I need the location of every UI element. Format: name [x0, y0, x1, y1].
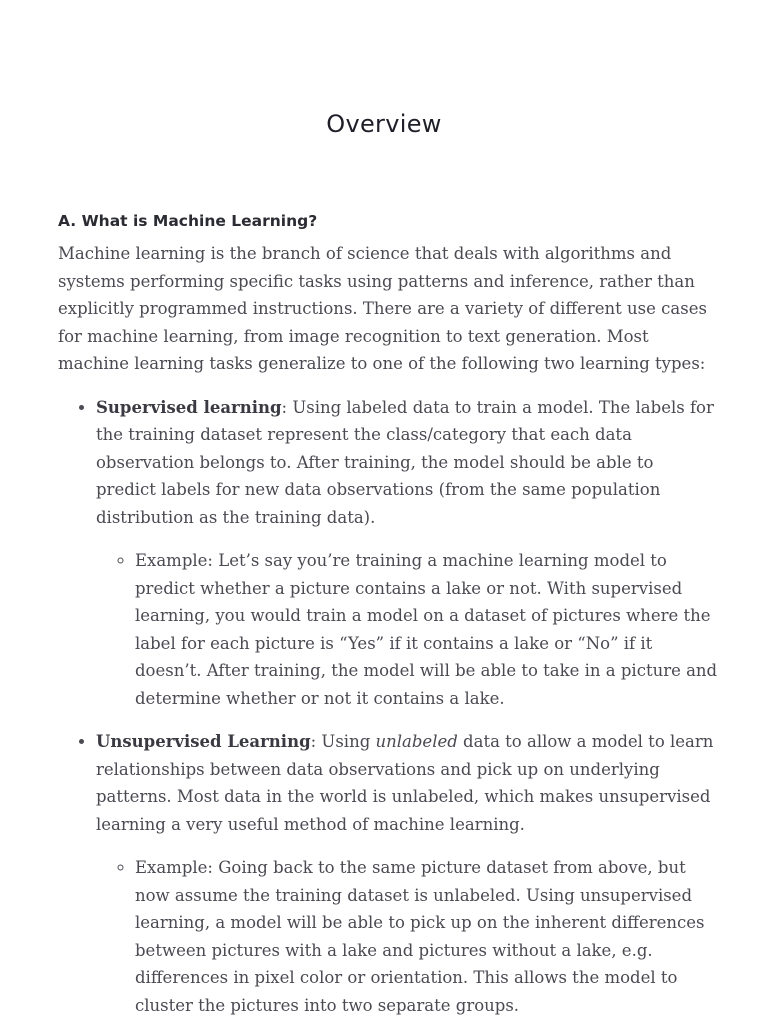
supervised-text	[96, 394, 718, 532]
unsupervised-example: ◦ Example: Going back to the same picture dataset from above, but now assume the training dataset is unlabeled. Using unsupervised learning, a model will be able to pick up on the inherent differences between pictures with a lake and pictures without a lake, e.g. differences in pixel color or orientation. This allows the model to cluster the pictures into two separate groups.	[135, 854, 718, 1019]
supervised-description: : Using labeled data to train a model. The labels for the training dataset represent the class/category that each data observation belongs to. After training, the model should be able to predict labels for new data observations (from the same population distribution as the training data).	[96, 397, 714, 527]
supervised-term: Supervised learning	[96, 397, 282, 417]
learning-types-list	[58, 394, 718, 1020]
list-item-unsupervised	[96, 728, 718, 1019]
unsupervised-text	[96, 728, 718, 838]
unsupervised-term: Unsupervised Learning	[96, 732, 311, 751]
unsupervised-example-list	[96, 854, 718, 1019]
intro-paragraph: Machine learning is the branch of science that deals with algorithms and systems performing specific tasks using patterns and inference, rather than explicitly programmed instructions. There are a variety of different use cases for machine learning, from image recognition to text generation. Most machine learning tasks generalize to one of the following two learning types:	[58, 244, 707, 373]
supervised-example-list	[96, 547, 718, 712]
page-title: Overview	[326, 110, 442, 138]
list-item-supervised	[96, 394, 718, 713]
unsupervised-description-pre: : Using	[310, 732, 376, 751]
unsupervised-description-emphasis: unlabeled	[375, 732, 458, 751]
section-body	[58, 240, 718, 1035]
supervised-example: ◦ Example: Let’s say you’re training a machine learning model to predict whether a picture contains a lake or not. With supervised learning, you would train a model on a dataset of pictures where the label for each picture is “Yes” if it contains a lake or “No” if it doesn’t. After training, the model will be able to take in a picture and determine whether or not it contains a lake.	[135, 547, 718, 712]
section-heading: A. What is Machine Learning?	[58, 212, 318, 230]
unsupervised-description-post: data to allow a model to learn relationships between data observations and pick up on underlying patterns. Most data in the world is unlabeled, which makes unsupervised learning a very useful method of machine learning.	[96, 732, 714, 834]
